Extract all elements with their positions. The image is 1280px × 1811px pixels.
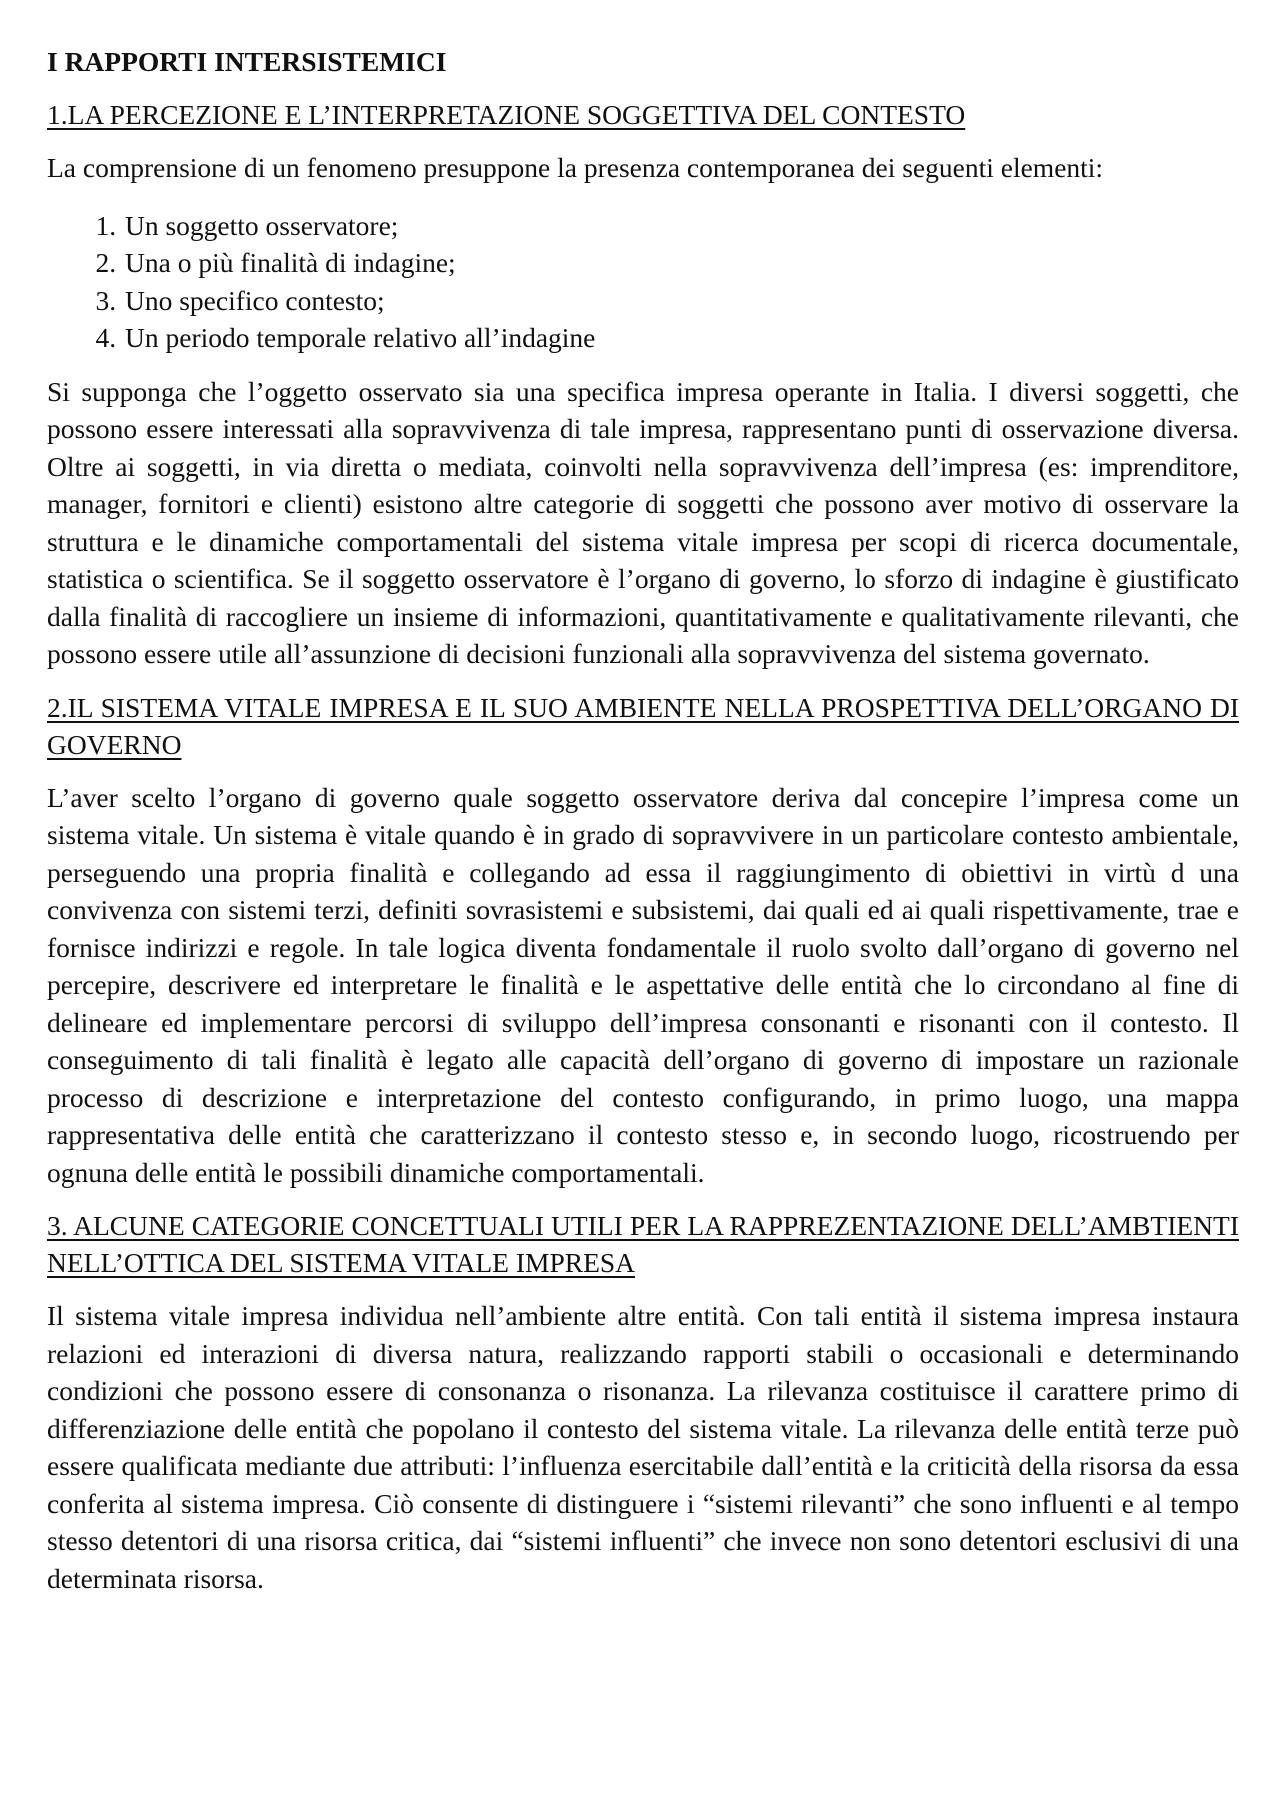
section-1-paragraph: Si supponga che l’oggetto osservato sia una specifica impresa operante in Italia. I diversi soggetti, che possono essere interessati alla sopravvivenza di tale impresa, rappresentano punti di osservazione diversa. Oltre ai soggetti, in via diretta o mediata, coinvolti nella sopravvivenza dell’impresa (es: imprenditore, manager, fornitori e clienti) esistono altre categorie di soggetti che possono aver motivo di osservare la struttura e le dinamiche comportamentali del sistema vitale impresa per scopi di ricerca documentale, statistica o scientifica. Se il soggetto osservatore è l’organo di governo, lo sforzo di indagine è giustificato dalla finalità di raccogliere un insieme di informazioni, quantitativamente e qualitativamente rilevanti, che possono essere utile all’assunzione di decisioni funzionali alla sopravvivenza del sistema governato. — [47, 375, 1239, 669]
elements-list — [47, 207, 1239, 357]
section-1-heading: 1.LA PERCEZIONE E L’INTERPRETAZIONE SOGGETTIVA DEL CONTESTO — [47, 99, 966, 130]
document-title: I RAPPORTI INTERSISTEMICI — [47, 46, 447, 77]
section-3-heading: 3. ALCUNE CATEGORIE CONCETTUALI UTILI PER LA RAPPREZENTAZIONE DELL’AMBTIENTI NELL’OTTICA DEL SISTEMA VITALE IMPRESA — [47, 1210, 1239, 1278]
section-1-intro: La comprensione di un fenomeno presuppone la presenza contemporanea dei seguenti elementi: — [47, 152, 1104, 183]
list-item: 2. Una o più finalità di indagine; — [123, 244, 1239, 282]
list-item: 4. Un periodo temporale relativo all’indagine — [123, 319, 1239, 357]
list-item: 3. Uno specifico contesto; — [123, 282, 1239, 320]
section-3-paragraph: Il sistema vitale impresa individua nell’ambiente altre entità. Con tali entità il sistema impresa instaura relazioni ed interazioni di diversa natura, realizzando rapporti stabili o occasionali e determinando condizioni che possono essere di consonanza o risonanza. La rilevanza costituisce il carattere primo di differenziazione delle entità che popolano il contesto del sistema vitale. La rilevanza delle entità terze può essere qualificata mediante due attributi: l’influenza esercitabile dall’entità e la criticità della risorsa da essa conferita al sistema impresa. Ciò consente di distinguere i “sistemi rilevanti” che sono influenti e al tempo stesso detentori di una risorsa critica, dai “sistemi influenti” che invece non sono detentori esclusivi di una determinata risorsa. — [47, 1300, 1239, 1594]
section-2-heading: 2.IL SISTEMA VITALE IMPRESA E IL SUO AMBIENTE NELLA PROSPETTIVA DELL’ORGANO DI GOVERNO — [47, 691, 1239, 760]
list-item: 1. Un soggetto osservatore; — [123, 207, 1239, 245]
document-page — [47, 44, 1239, 1613]
section-2-paragraph: L’aver scelto l’organo di governo quale soggetto osservatore deriva dal concepire l’impresa come un sistema vitale. Un sistema è vitale quando è in grado di sopravvivere in un particolare contesto ambientale, perseguendo una propria finalità e collegando ad essa il raggiungimento di obiettivi in virtù d una convivenza con sistemi terzi, definiti sovrasistemi e subsistemi, dai quali ed ai quali rispettivamente, trae e fornisce indirizzi e regole. In tale logica diventa fondamentale il ruolo svolto dall’organo di governo nel percepire, descrivere ed interpretare le finalità e le aspettative delle entità che lo circondano al fine di delineare ed implementare percorsi di sviluppo dell’impresa consonanti e risonanti con il contesto. Il conseguimento di tali finalità è legato alle capacità dell’organo di governo di impostare un razionale processo di descrizione e interpretazione del contesto configurando, in primo luogo, una mappa rappresentativa delle entità che caratterizzano il contesto stesso e, in secondo luogo, ricostruendo per ognuna delle entità le possibili dinamiche comportamentali. — [47, 781, 1239, 1188]
